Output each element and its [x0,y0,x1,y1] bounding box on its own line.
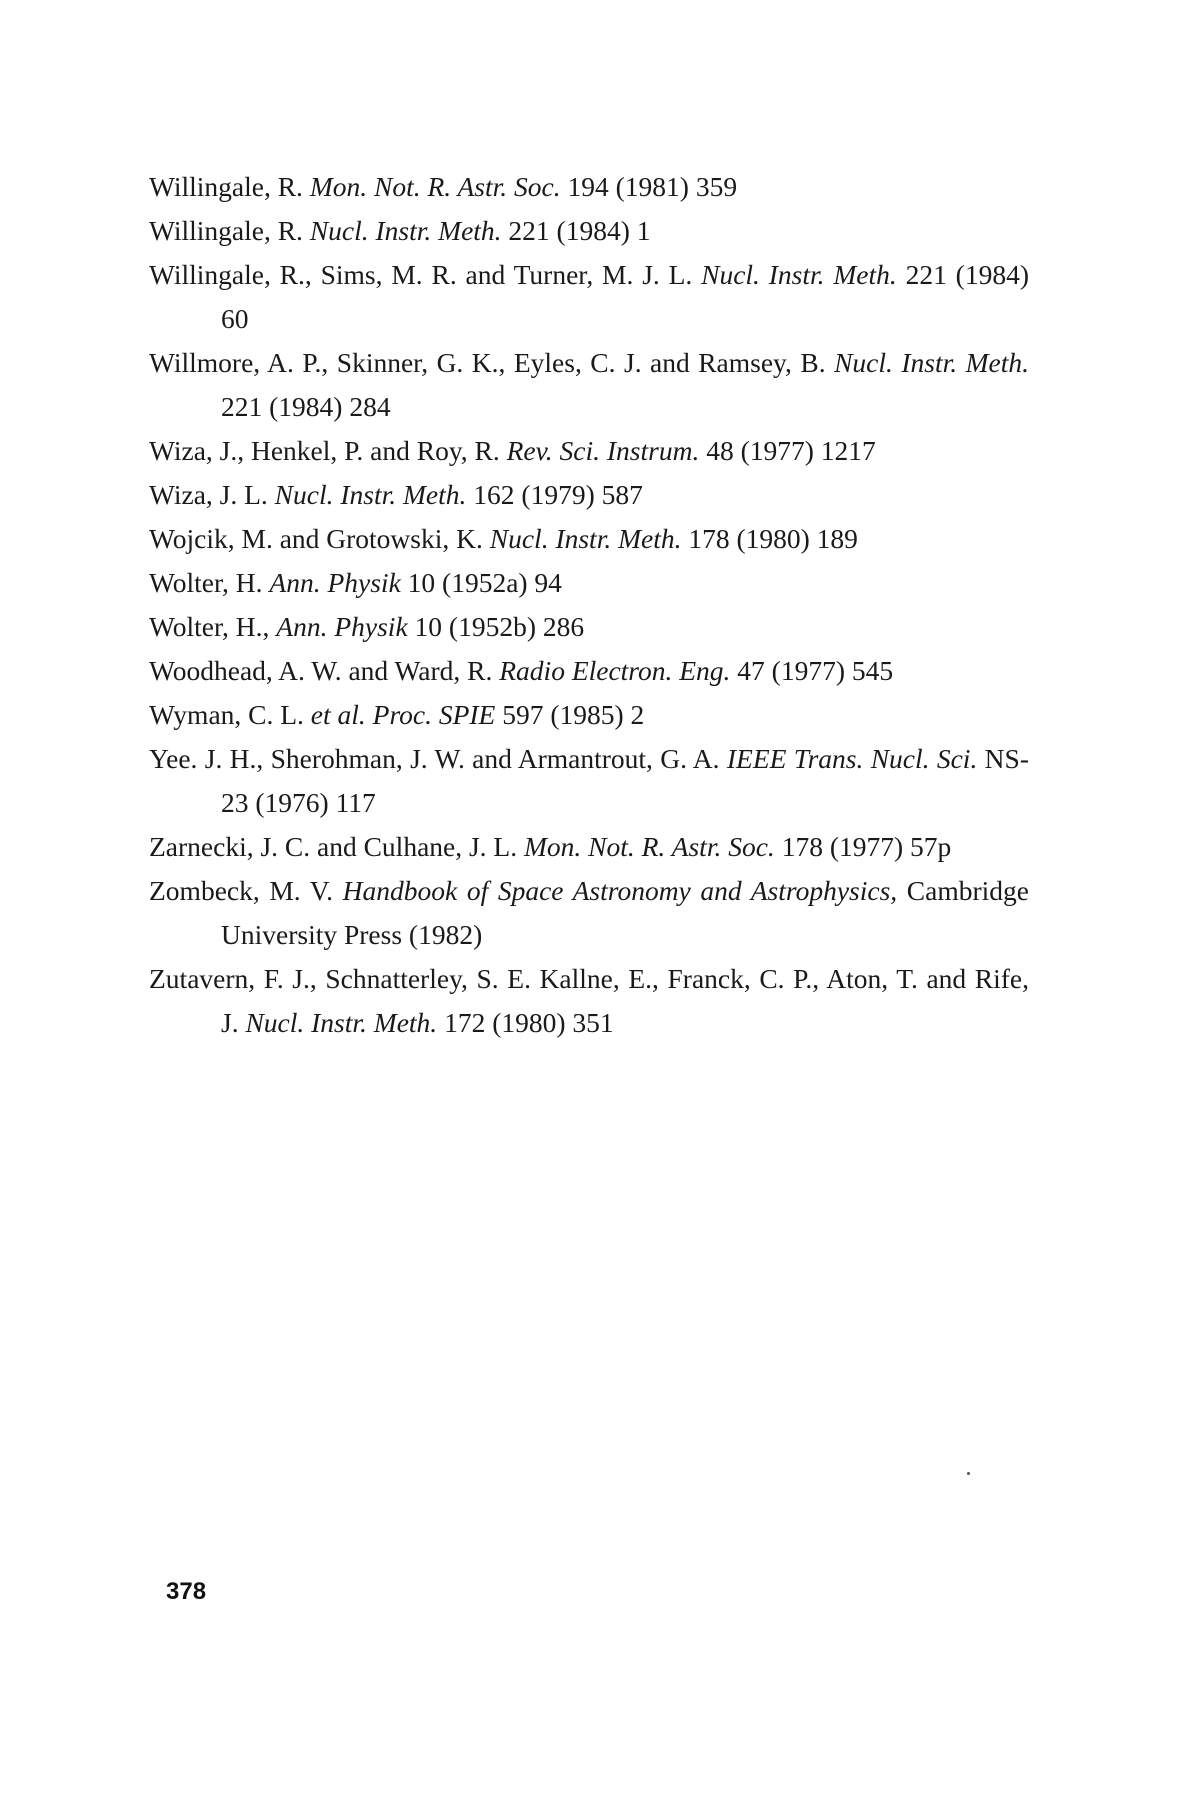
reference-authors: Yee. J. H., Sherohman, J. W. and Armantrout, G. A. [149,743,727,774]
reference-authors: Wolter, H., [149,611,277,642]
reference-citation: 178 (1977) 57p [774,831,952,862]
reference-authors: Willingale, R. [149,171,310,202]
reference-entry [149,825,1029,869]
reference-journal: Rev. Sci. Instrum. [506,435,700,466]
reference-citation: 162 (1979) 587 [466,479,643,510]
reference-authors: Willingale, R. [149,215,310,246]
reference-authors: Wolter, H. [149,567,270,598]
reference-entry [149,869,1029,957]
reference-citation: 194 (1981) 359 [560,171,738,202]
reference-authors: Woodhead, A. W. and Ward, R. [149,655,500,686]
reference-journal: Ann. Physik [276,611,408,642]
page-number: 378 [166,1578,207,1605]
reference-citation: NS-23 (1976) 117 [221,743,1029,818]
reference-journal: Nucl. Instr. Meth. [245,1007,438,1038]
reference-entry [149,473,1029,517]
reference-entry [149,605,1029,649]
reference-journal: Radio Electron. Eng. [499,655,731,686]
reference-entry [149,253,1029,341]
reference-journal: Nucl. Instr. Meth. [309,215,502,246]
reference-entry [149,517,1029,561]
reference-citation: 47 (1977) 545 [730,655,894,686]
reference-citation: 221 (1984) 60 [221,259,1029,334]
reference-journal: Handbook of Space Astronomy and Astrophysics, [342,875,898,906]
reference-entry [149,341,1029,429]
reference-citation: 178 (1980) 189 [681,523,858,554]
reference-journal: Nucl. Instr. Meth. [274,479,467,510]
reference-entry [149,561,1029,605]
reference-authors: Willmore, A. P., Skinner, G. K., Eyles, C. J. and Ramsey, B. [149,347,835,378]
reference-journal: et al. Proc. SPIE [310,699,496,730]
reference-authors: Wiza, J. L. [149,479,275,510]
reference-authors: Zombeck, M. V. [149,875,343,906]
reference-citation: 10 (1952b) 286 [407,611,585,642]
reference-entry [149,165,1029,209]
reference-journal: Nucl. Instr. Meth. [701,259,897,290]
reference-entry [149,649,1029,693]
reference-authors: Wiza, J., Henkel, P. and Roy, R. [149,435,507,466]
reference-journal: Ann. Physik [269,567,401,598]
reference-citation: 221 (1984) 1 [501,215,651,246]
reference-citation: Cambridge University Press (1982) [221,875,1029,950]
reference-list [149,165,1029,1045]
reference-authors: Wojcik, M. and Grotowski, K. [149,523,490,554]
reference-journal: Nucl. Instr. Meth. [489,523,682,554]
reference-entry [149,957,1029,1045]
reference-citation: 10 (1952a) 94 [400,567,562,598]
reference-entry [149,737,1029,825]
reference-journal: Mon. Not. R. Astr. Soc. [523,831,775,862]
reference-citation: 48 (1977) 1217 [699,435,876,466]
scan-speck [967,1472,970,1475]
reference-journal: Mon. Not. R. Astr. Soc. [309,171,561,202]
reference-authors: Zarnecki, J. C. and Culhane, J. L. [149,831,524,862]
reference-entry [149,209,1029,253]
reference-entry [149,429,1029,473]
reference-citation: 597 (1985) 2 [495,699,645,730]
reference-journal: Nucl. Instr. Meth. [834,347,1029,378]
reference-authors: Willingale, R., Sims, M. R. and Turner, M. J. L. [149,259,702,290]
reference-authors: Zutavern, F. J., Schnatterley, S. E. Kallne, E., Franck, C. P., Aton, T. and Rife, J. [149,963,1029,1038]
reference-entry [149,693,1029,737]
reference-citation: 221 (1984) 284 [221,391,391,422]
reference-citation: 172 (1980) 351 [437,1007,614,1038]
reference-authors: Wyman, C. L. [149,699,311,730]
reference-journal: IEEE Trans. Nucl. Sci. [726,743,978,774]
